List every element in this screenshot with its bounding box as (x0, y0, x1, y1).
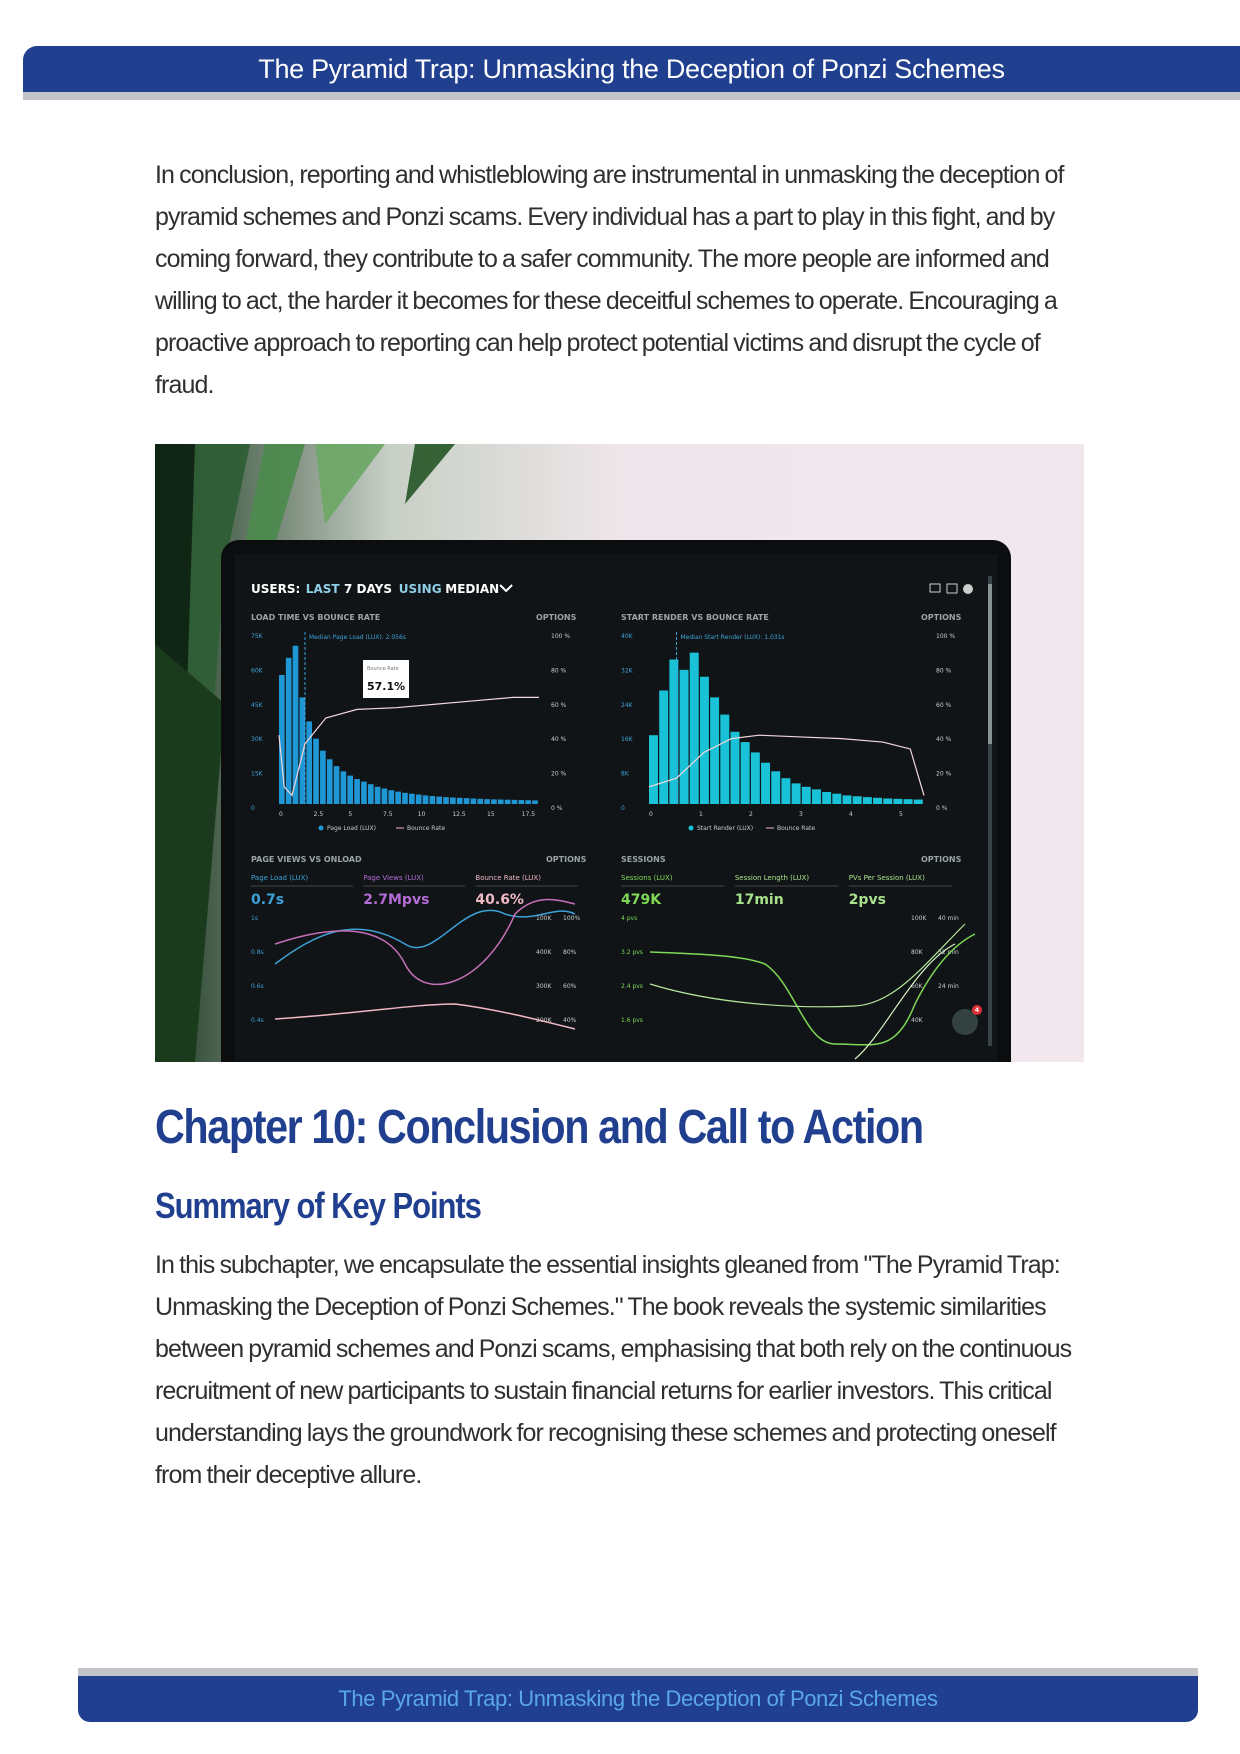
load-time-panel-xtick: 5 (348, 811, 353, 818)
page-views-panel-ytick-left: 0.4s (251, 1017, 264, 1024)
sessions-panel-ytick-left: 4 pvs (621, 915, 638, 922)
page-views-panel-metric-value: 0.7s (251, 892, 285, 908)
load-time-panel-options: OPTIONS (536, 613, 577, 622)
start-render-panel-bar (812, 789, 821, 804)
body-paragraph-2: In this subchapter, we encapsulate the essential insights gleaned from "The Pyramid Trap: Unmasking the Deception of Ponzi Schemes." The book reveals the systemic similarities between pyramid schemes and Ponzi scams, emphasising that both rely on the continuous recruitment of new participants to sustain financial returns for earlier investors. This critical understanding lays the groundwork for recognising these schemes and protecting oneself from their deceptive allure. (155, 1251, 1072, 1489)
start-render-panel-bar (751, 752, 760, 804)
sessions-panel-ytick-right: 40 min (938, 915, 959, 922)
load-time-panel-bar (341, 771, 347, 804)
start-render-panel-xtick: 3 (799, 811, 803, 818)
start-render-panel-ytick-right: 60 % (936, 701, 952, 709)
load-time-panel-ytick-right: 0 % (551, 805, 563, 812)
load-time-panel-legend-a: Page Load (LUX) (327, 825, 376, 832)
page-views-panel-ytick-left: 1s (251, 915, 258, 922)
load-time-panel-bar (320, 751, 326, 804)
sessions-panel-ytick-left: 3.2 pvs (621, 949, 643, 956)
load-time-panel-bar (518, 800, 524, 804)
load-time-panel-bar (375, 787, 381, 804)
page-views-panel-metric-label: Page Load (LUX) (251, 874, 309, 882)
load-time-panel-median-label: Median Page Load (LUX): 2.056s (309, 634, 406, 641)
load-time-panel-bar (436, 797, 442, 804)
start-render-panel-xtick: 0 (649, 811, 653, 818)
page-views-panel-metric-label: Page Views (LUX) (363, 874, 424, 882)
start-render-panel-ytick-right: 80 % (936, 667, 952, 675)
load-time-panel-bar (498, 800, 504, 804)
page-views-panel-options: OPTIONS (546, 855, 587, 864)
dashboard-photo-illustration (155, 444, 1084, 1062)
load-time-panel-bar (471, 798, 477, 804)
load-time-panel-bar (313, 739, 319, 804)
load-time-panel-ytick-right: 60 % (551, 701, 567, 709)
start-render-panel-bar (873, 798, 882, 804)
sessions-panel-ytick-left: 1.6 pvs (621, 1017, 643, 1024)
dashboard-title-part: MEDIAN (445, 582, 500, 596)
start-render-panel-bar (883, 798, 892, 804)
page-views-panel-metric-value: 2.7Mpvs (363, 892, 430, 908)
start-render-panel-bar (843, 795, 852, 804)
start-render-panel-bar (741, 742, 750, 804)
start-render-panel-legend-dot (689, 826, 694, 831)
load-time-panel-bar (354, 779, 360, 804)
load-time-panel-ytick-right: 40 % (551, 736, 567, 744)
start-render-panel-ytick-left: 8K (621, 770, 629, 778)
dashboard-title-part: LAST (305, 582, 340, 596)
load-time-panel-ytick-left: 30K (251, 736, 263, 744)
start-render-panel-bar (802, 787, 811, 804)
running-footer: The Pyramid Trap: Unmasking the Deception of Ponzi Schemes (78, 1676, 1198, 1722)
page-views-panel-ytick-mid: 400K (536, 949, 552, 956)
sessions-panel-ytick-left: 2.4 pvs (621, 983, 643, 990)
dashboard-photo (155, 444, 1084, 1062)
load-time-panel-bar (306, 721, 312, 804)
start-render-panel-bar (914, 800, 923, 804)
load-time-panel-ytick-left: 0 (251, 805, 255, 812)
dashboard-title-part: 7 DAYS (344, 582, 392, 596)
start-render-panel-ytick-right: 0 % (936, 805, 948, 812)
load-time-panel-title: LOAD TIME VS BOUNCE RATE (251, 613, 381, 622)
load-time-panel-xtick: 2.5 (313, 811, 324, 818)
start-render-panel-bar (690, 653, 699, 804)
start-render-panel-ytick-left: 0 (621, 805, 625, 812)
sessions-panel-ytick-right: 24 min (938, 983, 959, 990)
sessions-panel-options: OPTIONS (921, 855, 962, 864)
page-views-panel-ytick-mid: 300K (536, 983, 552, 990)
page-views-panel-metric-value: 40.6% (475, 892, 524, 908)
load-time-panel-legend-b: Bounce Rate (407, 825, 446, 832)
start-render-panel-legend-b: Bounce Rate (777, 825, 816, 832)
load-time-panel-bar (327, 759, 333, 804)
load-time-panel-bar (450, 797, 456, 804)
footer-divider (78, 1668, 1198, 1676)
load-time-panel-bar (300, 697, 306, 804)
running-header: The Pyramid Trap: Unmasking the Deception of Ponzi Schemes (23, 46, 1240, 92)
page-views-panel-ytick-right: 60% (563, 983, 577, 990)
start-render-panel-xtick: 1 (699, 811, 703, 818)
load-time-panel-xtick: 15 (487, 811, 495, 818)
load-time-panel-bar (423, 795, 429, 804)
help-icon (963, 584, 973, 594)
load-time-panel-bar (286, 658, 292, 804)
load-time-panel-bar (416, 795, 422, 804)
start-render-panel-ytick-right: 100 % (936, 633, 956, 640)
load-time-panel-bar (484, 799, 490, 804)
start-render-panel-xtick: 2 (749, 811, 753, 818)
load-time-panel-ytick-left: 45K (251, 701, 263, 709)
load-time-panel-xtick: 0 (279, 811, 283, 818)
start-render-panel-median-label: Median Start Render (LUX): 1.031s (680, 634, 785, 641)
start-render-panel-ytick-left: 24K (621, 701, 633, 709)
start-render-panel-xtick: 4 (849, 811, 853, 818)
start-render-panel-bar (893, 799, 902, 804)
load-time-panel-bar (443, 797, 449, 804)
load-time-panel-bar (388, 790, 394, 804)
sessions-panel-metric-value: 17min (734, 892, 784, 908)
load-time-panel-ytick-left: 15K (251, 770, 263, 778)
start-render-panel-options: OPTIONS (921, 613, 962, 622)
start-render-panel-ytick-right: 40 % (936, 736, 952, 744)
load-time-panel-ytick-left: 75K (251, 633, 263, 640)
load-time-panel-ytick-right: 100 % (551, 633, 571, 640)
page-views-panel-title: PAGE VIEWS VS ONLOAD (251, 855, 362, 864)
load-time-panel-bar (368, 784, 374, 804)
start-render-panel-bar (700, 677, 709, 804)
sessions-panel-metric-label: Sessions (LUX) (621, 874, 673, 882)
start-render-panel-bar (822, 792, 831, 804)
notification-count: 4 (974, 1007, 980, 1014)
scrollbar-thumb (988, 584, 992, 744)
load-time-panel-ytick-right: 20 % (551, 770, 567, 778)
dashboard-title-part: USERS: (251, 582, 301, 596)
load-time-panel-bar (464, 798, 470, 804)
page-views-panel-metric-label: Bounce Rate (LUX) (475, 874, 541, 882)
load-time-panel-bar (457, 798, 463, 804)
sessions-panel-metric-value: 2pvs (848, 892, 886, 908)
header-divider (23, 92, 1240, 100)
tooltip-value: 57.1% (367, 680, 406, 693)
dashboard-title-part: USING (398, 582, 442, 596)
start-render-panel-bar (832, 794, 841, 804)
load-time-panel-bar (395, 792, 401, 804)
start-render-panel-legend-a: Start Render (LUX) (697, 825, 754, 832)
sessions-panel-metric-value: 479K (621, 892, 662, 908)
start-render-panel-xtick: 5 (899, 811, 903, 818)
load-time-panel-xtick: 12.5 (452, 811, 466, 818)
load-time-panel-xtick: 17.5 (521, 811, 536, 818)
load-time-panel-bar (512, 800, 518, 804)
start-render-panel-ytick-left: 32K (621, 667, 633, 675)
load-time-panel-bar (334, 766, 340, 804)
start-render-panel-bar (792, 783, 801, 804)
sessions-panel-ytick-mid: 40K (911, 1017, 923, 1024)
load-time-panel-xtick: 7.5 (383, 811, 393, 818)
sessions-panel-ytick-mid: 100K (911, 915, 927, 922)
body-paragraph-1: In conclusion, reporting and whistleblowing are instrumental in unmasking the deception of pyramid schemes and Ponzi scams. Every individual has a part to play in this fight, and by coming forward, they contribute to a safer community. The more people are informed and willing to act, the harder it becomes for these deceitful schemes to operate. Encouraging a proactive approach to reporting can help protect potential victims and disrupt the cycle of fraud. (155, 161, 1064, 399)
load-time-panel-ytick-left: 60K (251, 667, 263, 675)
page-views-panel-ytick-right: 40% (563, 1017, 577, 1024)
start-render-panel-ytick-right: 20 % (936, 770, 952, 778)
start-render-panel-ytick-left: 16K (621, 736, 633, 744)
load-time-panel-bar (532, 800, 538, 804)
start-render-panel-bar (659, 690, 668, 804)
start-render-panel-bar (680, 670, 689, 804)
start-render-panel-bar (904, 799, 913, 804)
sessions-panel-ytick-mid: 80K (911, 949, 923, 956)
start-render-panel-bar (853, 796, 862, 804)
load-time-panel-ytick-right: 80 % (551, 667, 567, 675)
load-time-panel-bar (402, 793, 408, 804)
start-render-panel-bar (761, 763, 770, 804)
sessions-panel-title: SESSIONS (621, 855, 666, 864)
section-heading: Summary of Key Points (155, 1185, 481, 1226)
page-views-panel-ytick-mid: 200K (536, 1017, 552, 1024)
load-time-panel-legend-dot (319, 826, 324, 831)
sessions-panel-ytick-mid: 60K (911, 983, 923, 990)
sessions-panel-ytick-right: 32 min (938, 949, 959, 956)
start-render-panel-ytick-left: 40K (621, 633, 633, 640)
start-render-panel-bar (730, 732, 739, 804)
start-render-panel-bar (781, 778, 790, 804)
page-views-panel-ytick-right: 80% (563, 949, 577, 956)
start-render-panel-bar (669, 660, 678, 804)
start-render-panel-title: START RENDER VS BOUNCE RATE (621, 613, 769, 622)
load-time-panel-bar (491, 799, 497, 804)
load-time-panel-bar (361, 782, 367, 804)
load-time-panel-bar (430, 796, 436, 804)
sessions-panel-metric-label: PVs Per Session (LUX) (848, 874, 925, 882)
load-time-panel-bar (477, 799, 483, 804)
load-time-panel-xtick: 10 (417, 811, 426, 818)
start-render-panel-bar (863, 797, 872, 804)
start-render-panel-bar (649, 735, 658, 804)
page-views-panel-ytick-right: 100% (563, 915, 581, 922)
start-render-panel-bar (771, 771, 780, 804)
page-views-panel-ytick-left: 0.6s (251, 983, 264, 990)
start-render-panel-bar (720, 715, 729, 804)
load-time-panel-bar (409, 794, 415, 804)
sessions-panel-metric-label: Session Length (LUX) (734, 874, 810, 882)
page-views-panel-ytick-left: 0.8s (251, 949, 264, 956)
start-render-panel-bar (710, 697, 719, 804)
tooltip-label: Bounce Rate (367, 666, 399, 672)
load-time-panel-bar (382, 789, 388, 804)
chapter-heading: Chapter 10: Conclusion and Call to Action (155, 1101, 923, 1154)
load-time-panel-bar (347, 776, 353, 804)
load-time-panel-bar (505, 800, 511, 804)
load-time-panel-bar (525, 800, 531, 804)
page-views-panel-ytick-mid: 100K (536, 915, 552, 922)
